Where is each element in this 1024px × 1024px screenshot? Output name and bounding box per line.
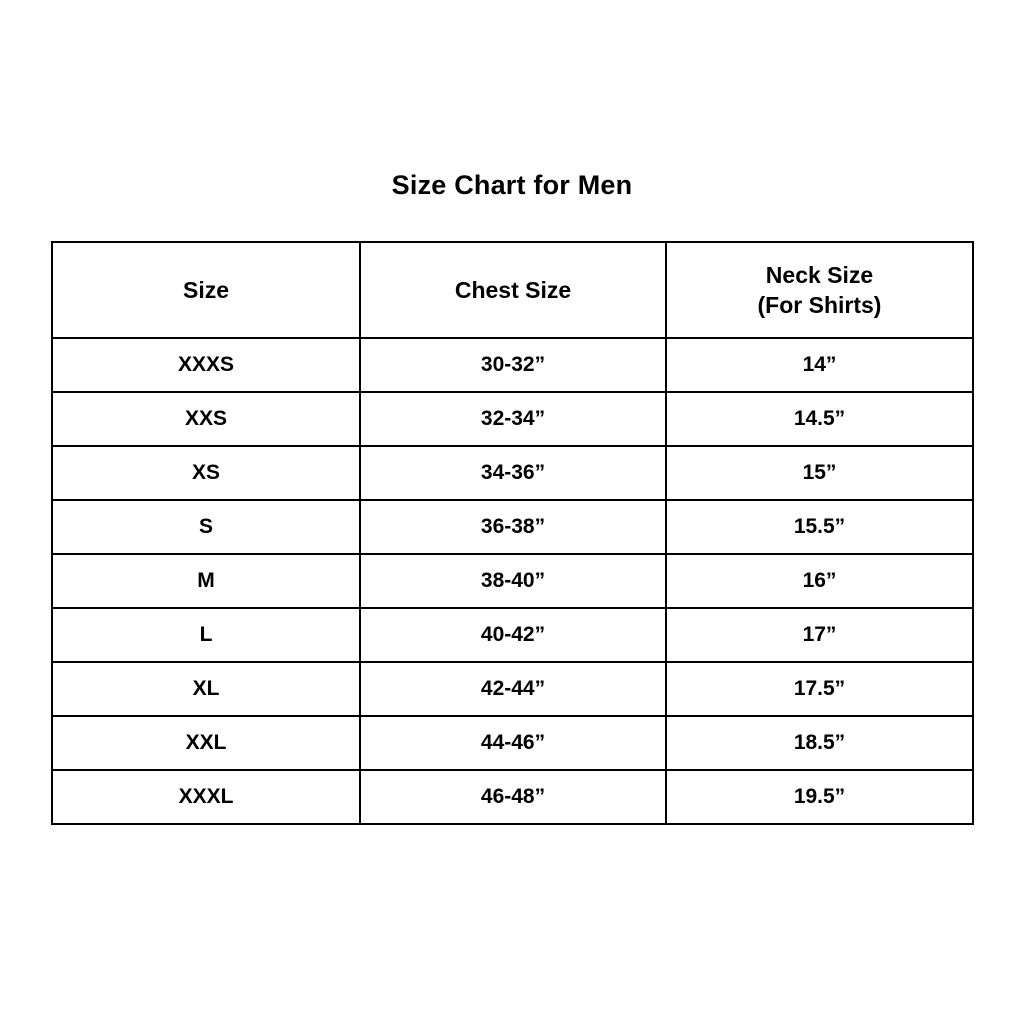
column-header-neck-sublabel: (For Shirts) [757,292,882,318]
cell-neck: 16” [666,554,973,608]
cell-neck: 17.5” [666,662,973,716]
column-header-size-label: Size [182,276,230,303]
table-body [52,338,973,824]
cell-neck: 18.5” [666,716,973,770]
cell-chest: 38-40” [360,554,666,608]
cell-size: XXL [52,716,360,770]
table-row [52,392,973,446]
cell-neck: 14.5” [666,392,973,446]
table-row [52,500,973,554]
table-row [52,770,973,824]
cell-chest: 36-38” [360,500,666,554]
cell-chest: 40-42” [360,608,666,662]
cell-neck: 15.5” [666,500,973,554]
cell-neck: 17” [666,608,973,662]
table-header [52,242,973,338]
cell-size: XXS [52,392,360,446]
table-row [52,338,973,392]
cell-size: XXXS [52,338,360,392]
column-header-chest-label: Chest Size [454,276,572,303]
cell-size: L [52,608,360,662]
cell-chest: 30-32” [360,338,666,392]
cell-chest: 42-44” [360,662,666,716]
cell-chest: 34-36” [360,446,666,500]
table-header-row [52,242,973,338]
cell-neck: 14” [666,338,973,392]
table-row [52,446,973,500]
table-row [52,662,973,716]
table-row [52,608,973,662]
cell-size: M [52,554,360,608]
column-header-neck [666,242,973,338]
column-header-size [52,242,360,338]
cell-neck: 15” [666,446,973,500]
cell-size: XL [52,662,360,716]
cell-size: XXXL [52,770,360,824]
cell-size: XS [52,446,360,500]
cell-chest: 32-34” [360,392,666,446]
column-header-chest [360,242,666,338]
column-header-neck-label: Neck Size [765,261,874,288]
table-row [52,554,973,608]
cell-chest: 44-46” [360,716,666,770]
cell-neck: 19.5” [666,770,973,824]
size-chart-table [51,241,974,825]
page-title: Size Chart for Men [391,170,633,200]
cell-chest: 46-48” [360,770,666,824]
cell-size: S [52,500,360,554]
table-row [52,716,973,770]
